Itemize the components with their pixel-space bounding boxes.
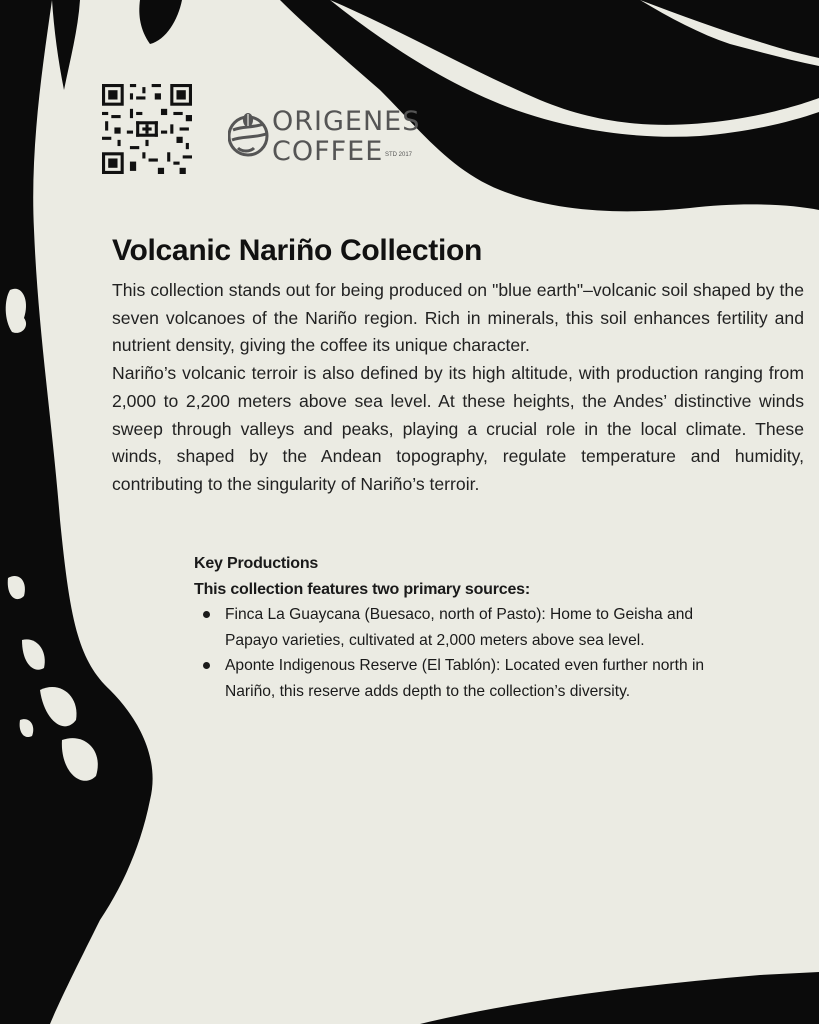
brand-name-line1: ORIGENES [272, 106, 421, 137]
intro-paragraph-2: Nariño’s volcanic terroir is also defined by its high altitude, with production ranging from 2,000 to 2,200 meters above sea level. At these heights, the Andes’ distinctive winds sweep through valleys and peaks, playing a crucial role in the local climate. These winds, shaped by the Andean topography, regulate temperature and humidity, contributing to the singularity of Nariño’s terroir. [112, 363, 804, 494]
brand-logo [228, 106, 428, 166]
bullet-icon [203, 662, 210, 669]
bullet-icon [203, 611, 210, 618]
qr-code-icon[interactable] [102, 84, 192, 174]
brand-established: STD 2017 [385, 152, 413, 158]
key-productions-section [194, 551, 734, 704]
list-item [225, 653, 725, 704]
intro-text [112, 277, 804, 499]
coffee-bean-logo-icon [228, 110, 272, 162]
list-item-text: Aponte Indigenous Reserve (El Tablón): Located even further north in Nariño, this reserve adds depth to the collection’s diversity. [225, 657, 705, 700]
key-productions-heading: Key Productions [194, 555, 319, 572]
list-item [225, 602, 725, 653]
intro-paragraph-1: This collection stands out for being produced on "blue earth"–volcanic soil shaped by the seven volcanoes of the Nariño region. Rich in minerals, this soil enhances fertility and nutrient density, giving the coffee its unique character. [112, 280, 804, 356]
sources-list [194, 602, 725, 704]
brand-name-line2: COFFEE [272, 136, 384, 167]
list-item-text: Finca La Guaycana (Buesaco, north of Pasto): Home to Geisha and Papayo varieties, cultivated at 2,000 meters above sea level. [225, 606, 694, 649]
page-title: Volcanic Nariño Collection [112, 234, 483, 267]
key-productions-subheading: This collection features two primary sources: [194, 580, 530, 598]
